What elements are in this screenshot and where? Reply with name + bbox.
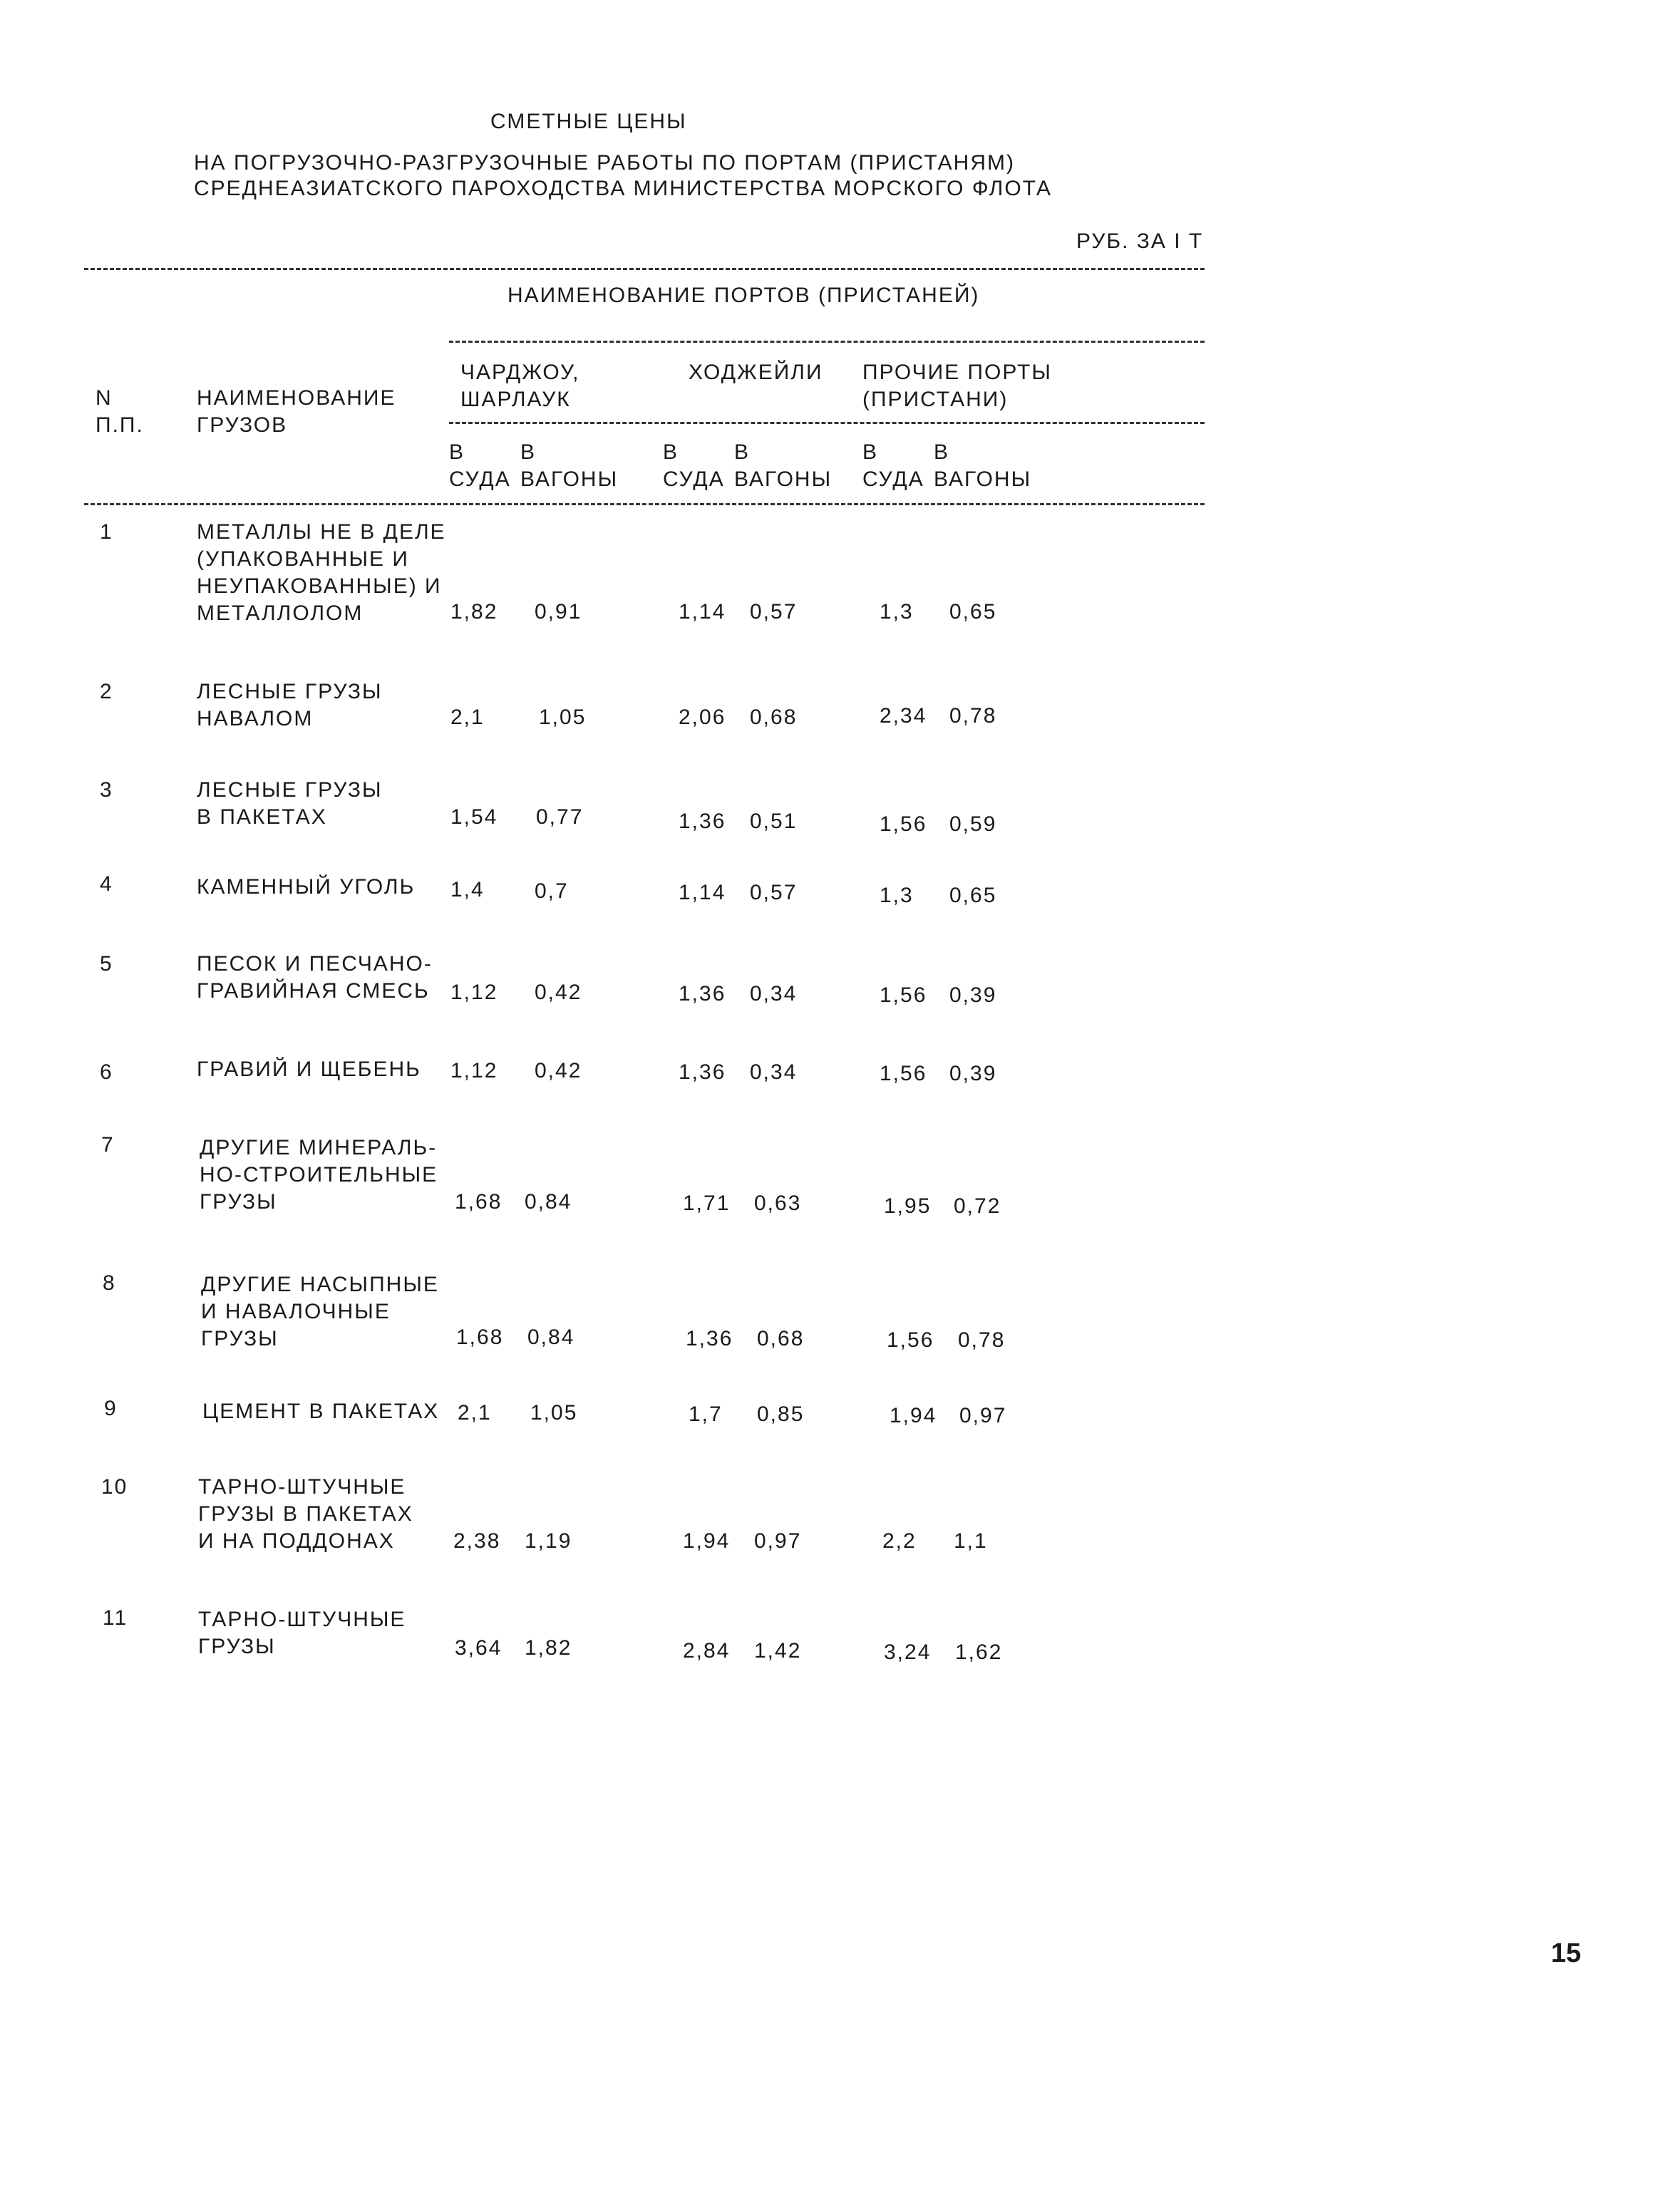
row-11-value: 3,24 [884, 1640, 932, 1664]
row-1-value: 1,3 [880, 600, 914, 624]
row-11-value: 2,84 [683, 1639, 731, 1663]
row-7-cargo: ДРУГИЕ МИНЕРАЛЬ- НО-СТРОИТЕЛЬНЫЕ ГРУЗЫ [200, 1136, 438, 1214]
row-1-cargo: МЕТАЛЛЫ НЕ В ДЕЛЕ (УПАКОВАННЫЕ И НЕУПАКОВАННЫЕ) И МЕТАЛЛОЛОМ [197, 520, 446, 625]
row-5-value: 1,36 [679, 982, 726, 1006]
row-9-cargo: ЦЕМЕНТ В ПАКЕТАХ [202, 1400, 440, 1423]
row-10-cargo: ТАРНО-ШТУЧНЫЕ ГРУЗЫ В ПАКЕТАХ И НА ПОДДОНАХ [198, 1475, 413, 1553]
row-10-value: 1,19 [525, 1529, 572, 1553]
row-4-value: 0,57 [750, 881, 798, 904]
row-3-value: 1,56 [880, 812, 927, 836]
row-6-value: 0,39 [949, 1062, 997, 1085]
row-11-number: 11 [103, 1606, 128, 1630]
rule-ports [449, 341, 1205, 343]
col-header-cargo: НАИМЕНОВАНИЕ ГРУЗОВ [197, 386, 396, 437]
row-5-value: 0,34 [750, 982, 798, 1006]
row-7-value: 1,68 [455, 1190, 502, 1214]
row-5-value: 1,56 [880, 983, 927, 1007]
title-line-2: НА ПОГРУЗОЧНО-РАЗГРУЗОЧНЫЕ РАБОТЫ ПО ПОРТАМ (ПРИСТАНЯМ) [194, 151, 1015, 175]
row-6-value: 0,34 [750, 1060, 798, 1084]
row-2-value: 2,06 [679, 706, 726, 729]
row-3-value: 1,54 [450, 805, 498, 829]
row-9-value: 1,7 [689, 1402, 723, 1426]
row-2-value: 0,78 [949, 704, 997, 728]
row-6-value: 0,42 [535, 1059, 582, 1082]
row-4-value: 1,4 [450, 878, 485, 901]
sub-header-2b: В ВАГОНЫ [734, 440, 832, 491]
row-9-value: 1,94 [890, 1404, 937, 1427]
col-header-port-1: ЧАРДЖОУ, ШАРЛАУК [460, 361, 580, 411]
page-number: 15 [1551, 1938, 1582, 1968]
row-7-value: 1,95 [884, 1194, 932, 1218]
row-7-number: 7 [101, 1133, 115, 1157]
row-8-number: 8 [103, 1271, 116, 1295]
row-7-value: 0,72 [954, 1194, 1001, 1218]
row-2-value: 2,1 [450, 706, 485, 729]
row-3-value: 0,51 [750, 810, 798, 833]
row-9-value: 2,1 [458, 1401, 492, 1425]
row-11-value: 3,64 [455, 1636, 502, 1660]
row-3-number: 3 [100, 778, 113, 802]
col-header-port-2: ХОДЖЕЙЛИ [689, 361, 823, 384]
row-5-cargo: ПЕСОК И ПЕСЧАНО- ГРАВИЙНАЯ СМЕСЬ [197, 952, 433, 1003]
row-9-value: 0,85 [757, 1402, 805, 1426]
row-1-value: 1,82 [450, 600, 498, 624]
row-4-number: 4 [100, 872, 113, 896]
row-4-value: 0,65 [949, 884, 997, 907]
rule-sub [449, 422, 1205, 424]
row-6-value: 1,36 [679, 1060, 726, 1084]
row-8-value: 1,68 [456, 1325, 504, 1349]
row-9-number: 9 [104, 1397, 118, 1420]
sub-header-3b: В ВАГОНЫ [934, 440, 1032, 491]
row-10-value: 0,97 [754, 1529, 802, 1553]
row-2-number: 2 [100, 680, 113, 703]
row-1-value: 0,57 [750, 600, 798, 624]
row-8-cargo: ДРУГИЕ НАСЫПНЫЕ И НАВАЛОЧНЫЕ ГРУЗЫ [201, 1273, 439, 1350]
sub-header-1b: В ВАГОНЫ [520, 440, 619, 491]
sub-header-3a: В СУДА [862, 440, 924, 491]
row-6-value: 1,56 [880, 1062, 927, 1085]
col-header-port-3: ПРОЧИЕ ПОРТЫ (ПРИСТАНИ) [862, 361, 1052, 411]
row-5-value: 1,12 [450, 981, 498, 1004]
row-6-number: 6 [100, 1060, 113, 1084]
row-2-value: 1,05 [539, 706, 587, 729]
title-line-1: СМЕТНЫЕ ЦЕНЫ [490, 110, 687, 133]
title-line-3: СРЕДНЕАЗИАТСКОГО ПАРОХОДСТВА МИНИСТЕРСТВА МОРСКОГО ФЛОТА [194, 177, 1053, 200]
row-8-value: 1,36 [686, 1327, 733, 1350]
sub-header-2a: В СУДА [663, 440, 725, 491]
row-9-value: 1,05 [530, 1401, 578, 1425]
row-4-value: 0,7 [535, 879, 569, 903]
row-8-value: 0,68 [757, 1327, 805, 1350]
row-7-value: 0,63 [754, 1192, 802, 1215]
rule-top [84, 268, 1205, 270]
row-5-value: 0,39 [949, 983, 997, 1007]
row-2-cargo: ЛЕСНЫЕ ГРУЗЫ НАВАЛОМ [197, 680, 383, 730]
row-7-value: 0,84 [525, 1190, 572, 1214]
row-8-value: 0,78 [958, 1328, 1006, 1352]
sub-header-1a: В СУДА [449, 440, 511, 491]
row-4-cargo: КАМЕННЫЙ УГОЛЬ [197, 875, 416, 899]
row-1-number: 1 [100, 520, 113, 544]
row-1-value: 0,91 [535, 600, 582, 624]
row-10-number: 10 [101, 1475, 128, 1499]
col-header-number: N П.П. [96, 386, 144, 437]
row-11-value: 1,42 [754, 1639, 802, 1663]
row-8-value: 0,84 [527, 1325, 575, 1349]
row-10-value: 2,38 [453, 1529, 501, 1553]
row-11-value: 1,62 [955, 1640, 1003, 1664]
rule-header-bottom [84, 503, 1205, 505]
row-10-value: 1,94 [683, 1529, 731, 1553]
row-9-value: 0,97 [959, 1404, 1007, 1427]
row-2-value: 0,68 [750, 706, 798, 729]
row-1-value: 0,65 [949, 600, 997, 624]
row-1-value: 1,14 [679, 600, 726, 624]
row-11-value: 1,82 [525, 1636, 572, 1660]
row-3-value: 0,59 [949, 812, 997, 836]
row-6-cargo: ГРАВИЙ И ЩЕБЕНЬ [197, 1058, 421, 1081]
unit-label: РУБ. ЗА I Т [1076, 229, 1204, 253]
row-5-value: 0,42 [535, 981, 582, 1004]
row-3-cargo: ЛЕСНЫЕ ГРУЗЫ В ПАКЕТАХ [197, 778, 383, 829]
row-4-value: 1,3 [880, 884, 914, 907]
row-10-value: 1,1 [954, 1529, 988, 1553]
ports-group-header: НАИМЕНОВАНИЕ ПОРТОВ (ПРИСТАНЕЙ) [507, 284, 980, 307]
row-5-number: 5 [100, 952, 113, 976]
row-3-value: 1,36 [679, 810, 726, 833]
row-6-value: 1,12 [450, 1059, 498, 1082]
row-7-value: 1,71 [683, 1192, 731, 1215]
row-11-cargo: ТАРНО-ШТУЧНЫЕ ГРУЗЫ [198, 1608, 406, 1658]
row-8-value: 1,56 [887, 1328, 934, 1352]
row-3-value: 0,77 [536, 805, 584, 829]
row-10-value: 2,2 [882, 1529, 917, 1553]
row-4-value: 1,14 [679, 881, 726, 904]
row-2-value: 2,34 [880, 704, 927, 728]
